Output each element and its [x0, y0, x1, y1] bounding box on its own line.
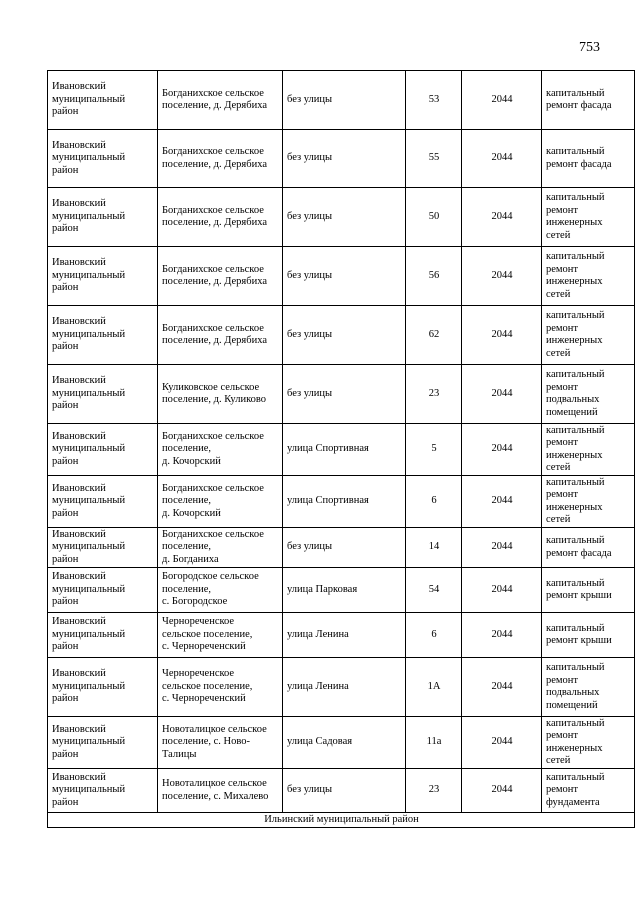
cell-district: Ивановский муниципальный район — [48, 365, 158, 424]
cell-work: капитальный ремонт инженерных сетей — [542, 306, 635, 365]
cell-work: капитальный ремонт подвальных помещений — [542, 365, 635, 424]
cell-street: без улицы — [283, 528, 406, 568]
cell-year: 2044 — [462, 568, 542, 613]
registry-table — [47, 70, 635, 828]
table-row — [48, 568, 635, 613]
cell-district: Ивановский муниципальный район — [48, 247, 158, 306]
cell-year: 2044 — [462, 188, 542, 247]
cell-house: 50 — [406, 188, 462, 247]
cell-house: 23 — [406, 365, 462, 424]
cell-work: капитальный ремонт инженерных сетей — [542, 476, 635, 528]
cell-house: 56 — [406, 247, 462, 306]
cell-house: 6 — [406, 613, 462, 658]
cell-year: 2044 — [462, 365, 542, 424]
cell-house: 53 — [406, 71, 462, 130]
table-row — [48, 365, 635, 424]
cell-year: 2044 — [462, 71, 542, 130]
cell-street: без улицы — [283, 71, 406, 130]
section-row — [48, 813, 635, 828]
cell-street: без улицы — [283, 247, 406, 306]
cell-work: капитальный ремонт инженерных сетей — [542, 717, 635, 769]
cell-district: Ивановский муниципальный район — [48, 717, 158, 769]
cell-settlement: Богородское сельское поселение, с. Богородское — [158, 568, 283, 613]
table-row — [48, 306, 635, 365]
cell-settlement: Куликовское сельское поселение, д. Куликово — [158, 365, 283, 424]
cell-district: Ивановский муниципальный район — [48, 568, 158, 613]
table-row — [48, 658, 635, 717]
cell-house: 11а — [406, 717, 462, 769]
cell-house: 55 — [406, 130, 462, 188]
table-row — [48, 528, 635, 568]
cell-district: Ивановский муниципальный район — [48, 424, 158, 476]
table-row — [48, 476, 635, 528]
cell-street: улица Парковая — [283, 568, 406, 613]
cell-house: 6 — [406, 476, 462, 528]
cell-work: капитальный ремонт фасада — [542, 528, 635, 568]
cell-settlement: Богданихское сельское поселение, д. Дерябиха — [158, 130, 283, 188]
cell-year: 2044 — [462, 424, 542, 476]
cell-settlement: Новоталицкое сельское поселение, с. Ново- Талицы — [158, 717, 283, 769]
table-row — [48, 71, 635, 130]
table-row — [48, 769, 635, 813]
section-heading: Ильинский муниципальный район — [48, 813, 635, 828]
cell-work: капитальный ремонт инженерных сетей — [542, 188, 635, 247]
cell-year: 2044 — [462, 717, 542, 769]
cell-street: без улицы — [283, 130, 406, 188]
cell-district: Ивановский муниципальный район — [48, 613, 158, 658]
cell-district: Ивановский муниципальный район — [48, 528, 158, 568]
cell-year: 2044 — [462, 306, 542, 365]
cell-district: Ивановский муниципальный район — [48, 188, 158, 247]
cell-street: без улицы — [283, 188, 406, 247]
cell-house: 23 — [406, 769, 462, 813]
cell-work: капитальный ремонт подвальных помещений — [542, 658, 635, 717]
table-row — [48, 130, 635, 188]
cell-settlement: Новоталицкое сельское поселение, с. Михалево — [158, 769, 283, 813]
cell-settlement: Богданихское сельское поселение, д. Дерябиха — [158, 188, 283, 247]
cell-settlement: Богданихское сельское поселение, д. Дерябиха — [158, 71, 283, 130]
cell-house: 62 — [406, 306, 462, 365]
page-number: 753 — [579, 40, 600, 55]
cell-district: Ивановский муниципальный район — [48, 130, 158, 188]
cell-year: 2044 — [462, 769, 542, 813]
cell-district: Ивановский муниципальный район — [48, 71, 158, 130]
cell-street: улица Садовая — [283, 717, 406, 769]
cell-settlement: Богданихское сельское поселение, д. Кочорский — [158, 476, 283, 528]
cell-work: капитальный ремонт инженерных сетей — [542, 247, 635, 306]
table-row — [48, 247, 635, 306]
table-row — [48, 613, 635, 658]
cell-settlement: Чернореченское сельское поселение, с. Чернореченский — [158, 658, 283, 717]
cell-work: капитальный ремонт крыши — [542, 613, 635, 658]
table-body — [48, 71, 635, 828]
cell-year: 2044 — [462, 528, 542, 568]
cell-street: улица Спортивная — [283, 424, 406, 476]
cell-year: 2044 — [462, 658, 542, 717]
cell-house: 5 — [406, 424, 462, 476]
cell-street: без улицы — [283, 365, 406, 424]
cell-house: 1А — [406, 658, 462, 717]
cell-work: капитальный ремонт крыши — [542, 568, 635, 613]
cell-settlement: Богданихское сельское поселение, д. Кочорский — [158, 424, 283, 476]
table-row — [48, 424, 635, 476]
table-row — [48, 188, 635, 247]
cell-work: капитальный ремонт фасада — [542, 130, 635, 188]
cell-year: 2044 — [462, 613, 542, 658]
cell-street: без улицы — [283, 769, 406, 813]
cell-district: Ивановский муниципальный район — [48, 769, 158, 813]
cell-district: Ивановский муниципальный район — [48, 306, 158, 365]
cell-street: улица Ленина — [283, 658, 406, 717]
cell-year: 2044 — [462, 476, 542, 528]
cell-street: улица Ленина — [283, 613, 406, 658]
cell-work: капитальный ремонт фасада — [542, 71, 635, 130]
cell-year: 2044 — [462, 130, 542, 188]
cell-settlement: Чернореченское сельское поселение, с. Чернореченский — [158, 613, 283, 658]
cell-street: улица Спортивная — [283, 476, 406, 528]
cell-work: капитальный ремонт фундамента — [542, 769, 635, 813]
cell-settlement: Богданихское сельское поселение, д. Богданиха — [158, 528, 283, 568]
cell-settlement: Богданихское сельское поселение, д. Дерябиха — [158, 247, 283, 306]
cell-street: без улицы — [283, 306, 406, 365]
cell-year: 2044 — [462, 247, 542, 306]
cell-district: Ивановский муниципальный район — [48, 658, 158, 717]
cell-house: 54 — [406, 568, 462, 613]
cell-house: 14 — [406, 528, 462, 568]
cell-settlement: Богданихское сельское поселение, д. Дерябиха — [158, 306, 283, 365]
cell-work: капитальный ремонт инженерных сетей — [542, 424, 635, 476]
table-row — [48, 717, 635, 769]
cell-district: Ивановский муниципальный район — [48, 476, 158, 528]
